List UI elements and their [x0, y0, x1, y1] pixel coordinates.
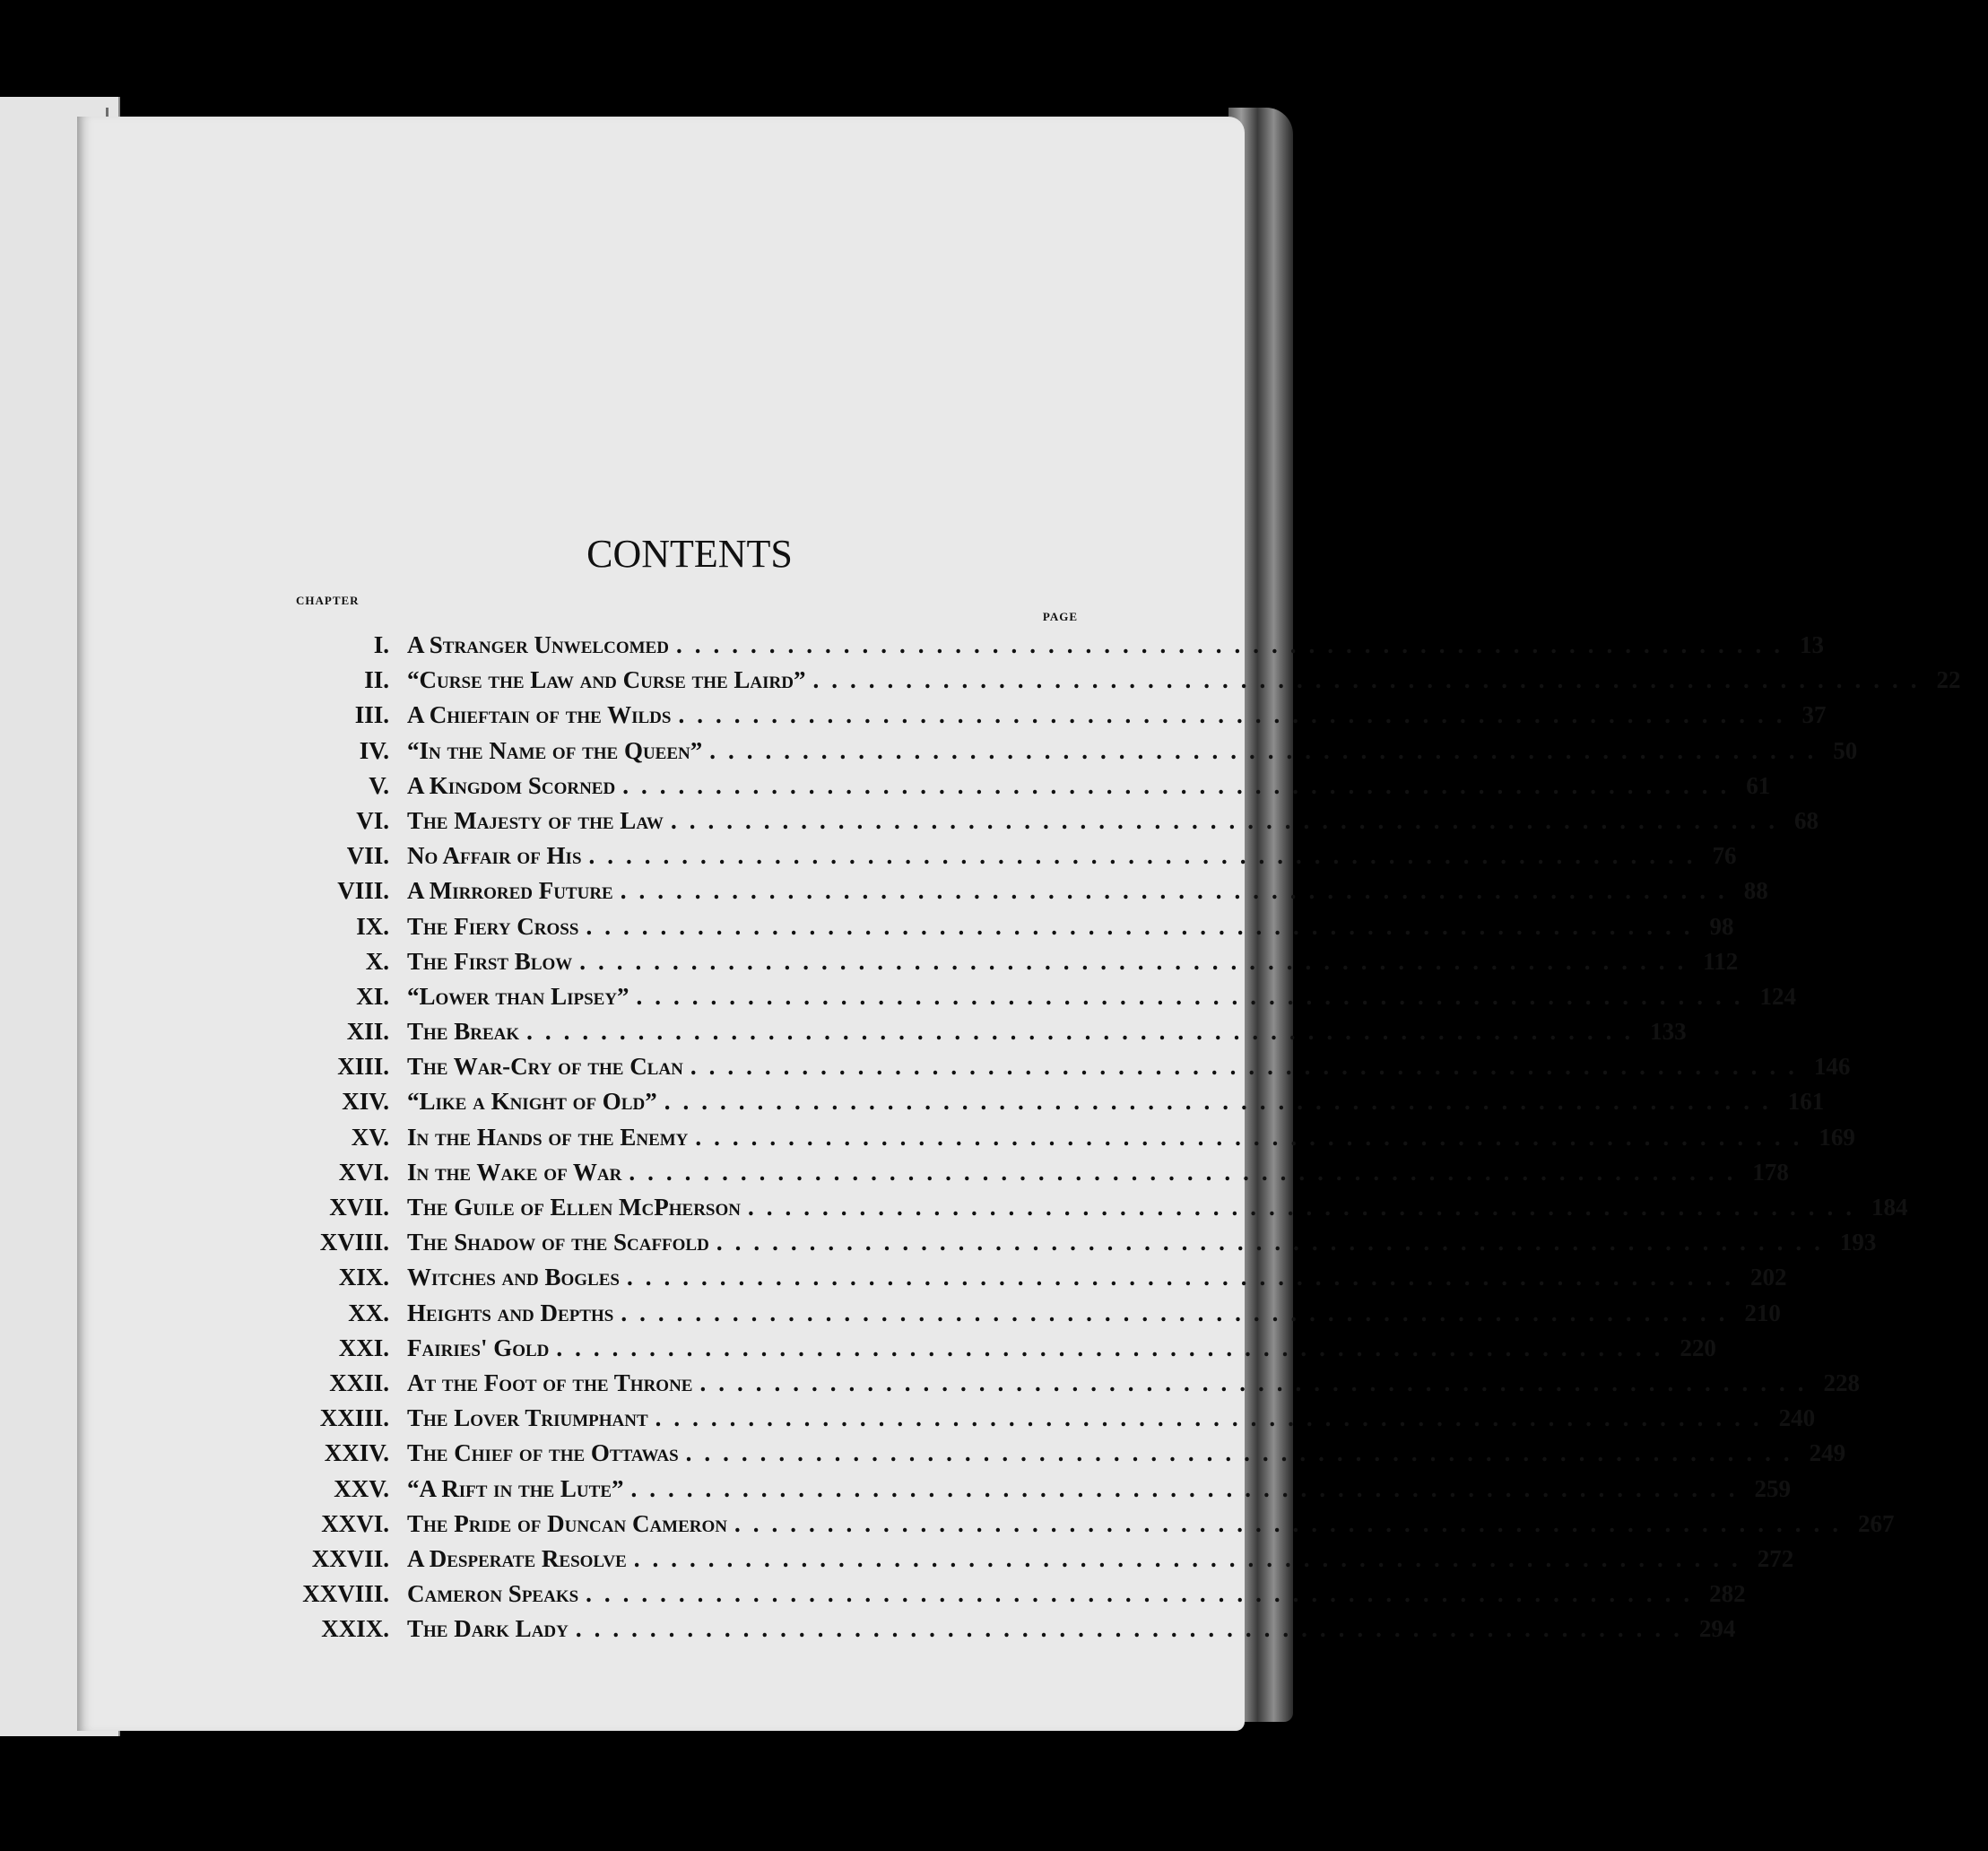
chapter-title: Cameron Speaks	[407, 1580, 579, 1608]
toc-entry	[282, 1088, 1825, 1123]
chapter-number: XI.	[356, 982, 389, 1010]
chapter-number: IX.	[356, 912, 389, 940]
toc-entry	[282, 1018, 1687, 1053]
toc-entry	[282, 1334, 1716, 1369]
chapter-title: The Shadow of the Scaffold	[407, 1229, 709, 1256]
chapter-title: In the Wake of War	[407, 1158, 622, 1186]
chapter-title: The Break	[407, 1018, 520, 1046]
toc-entry	[282, 1194, 1908, 1229]
dot-leader: ............................................................	[748, 1194, 1864, 1221]
chapter-title: “In the Name of the Queen”	[407, 736, 703, 764]
chapter-number: XIII.	[337, 1053, 389, 1081]
toc-entry	[282, 631, 1824, 666]
toc-entry	[282, 842, 1737, 877]
page-number: 22	[1936, 666, 1961, 694]
chapter-number: XXI.	[338, 1334, 389, 1361]
dot-leader: ............................................................	[586, 912, 1703, 940]
toc-entry	[282, 806, 1819, 842]
chapter-number: XIV.	[342, 1088, 389, 1116]
dot-leader: ............................................................	[556, 1334, 1673, 1361]
chapter-title: “Curse the Law and Curse the Laird”	[407, 666, 806, 694]
chapter-number: XXV.	[334, 1474, 389, 1502]
toc-entry	[282, 1474, 1791, 1510]
page-number: 98	[1709, 912, 1734, 940]
chapter-list	[282, 631, 1961, 1650]
chapter-number: IV.	[359, 736, 389, 764]
chapter-title: The Majesty of the Law	[407, 806, 664, 834]
dot-leader: ............................................................	[664, 1088, 1781, 1116]
chapter-title: Heights and Depths	[407, 1299, 614, 1326]
chapter-title: A Kingdom Scorned	[407, 771, 616, 799]
toc-entry	[282, 1404, 1816, 1439]
chapter-number: XVIII.	[319, 1229, 389, 1256]
toc-entry	[282, 1053, 1851, 1088]
dot-leader: ............................................................	[695, 1123, 1812, 1151]
dot-leader: ............................................................	[734, 1509, 1851, 1537]
page-number: 228	[1823, 1369, 1860, 1396]
dot-leader: ............................................................	[633, 1544, 1750, 1572]
chapter-number: XX.	[348, 1299, 389, 1326]
dot-leader: ............................................................	[630, 1474, 1748, 1502]
toc-entry	[282, 666, 1961, 701]
page-number: 61	[1746, 771, 1771, 799]
chapter-number: X.	[365, 947, 389, 975]
dot-leader: ............................................................	[579, 947, 1697, 975]
chapter-number: VIII.	[337, 877, 389, 905]
chapter-number: V.	[369, 771, 389, 799]
chapter-column-label: CHAPTER	[296, 594, 360, 607]
toc-entry	[282, 701, 1827, 736]
dot-leader: ............................................................	[622, 771, 1740, 799]
page-number: 146	[1813, 1053, 1851, 1081]
toc-entry	[282, 1509, 1895, 1545]
chapter-number: VI.	[356, 806, 389, 834]
toc-entry	[282, 1299, 1781, 1334]
chapter-title: A Mirrored Future	[407, 877, 613, 905]
chapter-number: II.	[364, 666, 389, 694]
toc-entry	[282, 1123, 1855, 1159]
dot-leader: ............................................................	[716, 1229, 1833, 1256]
dot-leader: ............................................................	[621, 1299, 1738, 1326]
chapter-title: Fairies' Gold	[407, 1334, 550, 1361]
page-number: 133	[1650, 1018, 1687, 1046]
page-number: 76	[1712, 842, 1737, 870]
chapter-number: XXVII.	[311, 1544, 389, 1572]
toc-entry	[282, 771, 1771, 807]
chapter-number: XXVI.	[321, 1509, 389, 1537]
page-number: 13	[1799, 631, 1824, 658]
page-number: 294	[1698, 1615, 1736, 1643]
chapter-title: The Chief of the Ottawas	[407, 1439, 679, 1467]
chapter-title: Witches and Bogles	[407, 1264, 620, 1291]
page-number: 240	[1778, 1404, 1816, 1432]
chapter-title: A Chieftain of the Wilds	[407, 701, 672, 729]
page-number: 282	[1709, 1580, 1746, 1608]
chapter-number: III.	[354, 701, 389, 729]
chapter-title: The Lover Triumphant	[407, 1404, 648, 1432]
dot-leader: ............................................................	[629, 1158, 1746, 1186]
dot-leader: ............................................................	[812, 666, 1930, 694]
chapter-number: XVII.	[329, 1194, 389, 1221]
toc-entry	[282, 1580, 1746, 1615]
page-number: 68	[1793, 806, 1819, 834]
toc-entry	[282, 877, 1768, 912]
page-number: 210	[1744, 1299, 1781, 1326]
chapter-title: In the Hands of the Enemy	[407, 1123, 689, 1151]
page-number: 88	[1743, 877, 1768, 905]
chapter-number: XXVIII.	[302, 1580, 389, 1608]
chapter-number: XIX.	[338, 1264, 389, 1291]
dot-leader: ............................................................	[685, 1439, 1802, 1467]
page-number: 169	[1819, 1123, 1855, 1151]
toc-entry	[282, 1544, 1794, 1580]
page-number: 272	[1757, 1544, 1794, 1572]
toc-entry	[282, 1158, 1789, 1194]
toc-entry	[282, 912, 1734, 948]
chapter-title: A Stranger Unwelcomed	[407, 631, 669, 658]
page-number: 267	[1858, 1509, 1895, 1537]
dot-leader: ............................................................	[586, 1580, 1703, 1608]
page-number: 124	[1759, 982, 1797, 1010]
chapter-title: The Fiery Cross	[407, 912, 579, 940]
chapter-number: XXIV.	[324, 1439, 389, 1467]
chapter-number: XXIX.	[321, 1615, 389, 1643]
chapter-title: At the Foot of the Throne	[407, 1369, 693, 1396]
dot-leader: ............................................................	[526, 1018, 1644, 1046]
page-number: 249	[1809, 1439, 1846, 1467]
chapter-title: The Pride of Duncan Cameron	[407, 1509, 727, 1537]
dot-leader: ............................................................	[588, 842, 1706, 870]
chapter-title: A Desperate Resolve	[407, 1544, 627, 1572]
page-number: 259	[1754, 1474, 1791, 1502]
toc-entry	[282, 982, 1797, 1018]
dot-leader: ............................................................	[670, 806, 1787, 834]
toc-entry	[282, 1229, 1877, 1264]
chapter-title: The First Blow	[407, 947, 573, 975]
dot-leader: ............................................................	[699, 1369, 1817, 1396]
dot-leader: ............................................................	[690, 1053, 1807, 1081]
chapter-title: The Guile of Ellen McPherson	[407, 1194, 741, 1221]
toc-entry	[282, 1369, 1860, 1404]
toc-entry	[282, 1264, 1787, 1299]
page-number: 161	[1787, 1088, 1825, 1116]
dot-leader: ............................................................	[655, 1404, 1772, 1432]
dot-leader: ............................................................	[636, 982, 1753, 1010]
chapter-number: VII.	[346, 842, 389, 870]
contents-page	[77, 117, 1961, 1731]
chapter-number: XVI.	[338, 1158, 389, 1186]
page-number: 50	[1833, 736, 1858, 764]
dot-leader: ............................................................	[575, 1615, 1692, 1643]
chapter-number: XXII.	[329, 1369, 389, 1396]
toc-entry	[282, 1439, 1846, 1474]
chapter-number: XV.	[351, 1123, 389, 1151]
chapter-title: “A Rift in the Lute”	[407, 1474, 624, 1502]
dot-leader: ............................................................	[620, 877, 1737, 905]
page-number: 193	[1839, 1229, 1877, 1256]
dot-leader: ............................................................	[709, 736, 1827, 764]
page-title: CONTENTS	[586, 532, 793, 576]
page-number: 202	[1749, 1264, 1787, 1291]
chapter-number: I.	[373, 631, 389, 658]
chapter-title: No Affair of His	[407, 842, 582, 870]
toc-entry	[282, 1615, 1736, 1650]
chapter-title: The Dark Lady	[407, 1615, 569, 1643]
chapter-title: The War-Cry of the Clan	[407, 1053, 683, 1081]
toc-entry	[282, 947, 1739, 983]
dot-leader: ............................................................	[678, 701, 1795, 729]
page-number: 112	[1703, 947, 1739, 975]
page-number: 178	[1752, 1158, 1789, 1186]
page-number: 184	[1871, 1194, 1908, 1221]
chapter-number: XXIII.	[319, 1404, 389, 1432]
chapter-number: XII.	[346, 1018, 389, 1046]
page-number: 37	[1801, 701, 1827, 729]
dot-leader: ............................................................	[675, 631, 1793, 658]
dot-leader: ............................................................	[626, 1264, 1743, 1291]
chapter-title: “Lower than Lipsey”	[407, 982, 629, 1010]
page-number: 220	[1680, 1334, 1716, 1361]
chapter-title: “Like a Knight of Old”	[407, 1088, 657, 1116]
page-column-label: PAGE	[1042, 610, 1078, 623]
toc-entry	[282, 736, 1858, 772]
